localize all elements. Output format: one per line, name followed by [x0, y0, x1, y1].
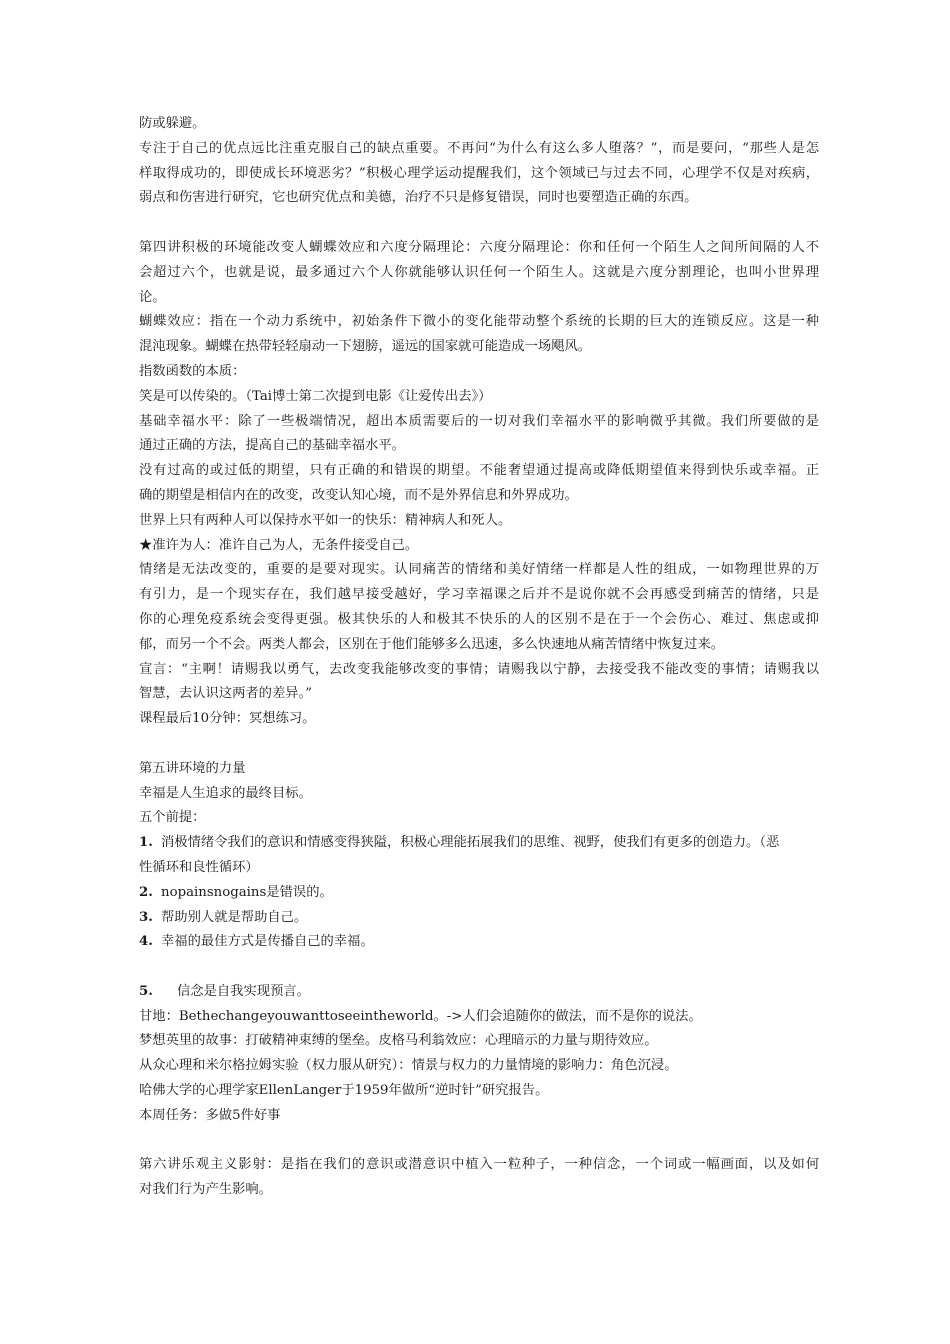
paragraph-line: 专注于自己的优点远比注重克服自己的缺点重要。不再问“为什么有这么多人堕落？”，而是要问，“那些人是怎	[139, 140, 819, 156]
list-item	[139, 906, 819, 931]
list-item	[139, 831, 819, 856]
paragraph-line: 哈佛大学的心理学家EllenLanger于1959年做所“逆时针”研究报告。	[139, 1083, 549, 1099]
paragraph-line: 混沌现象。蝴蝶在热带轻轻扇动一下翅膀，遥远的国家就可能造成一场飓风。	[139, 339, 592, 355]
section-heading-line: 第五讲环境的力量	[139, 760, 246, 776]
paragraph-line: 从众心理和米尔格拉姆实验（权力服从研究）：情景与权力的力量情境的影响力：角色沉浸。	[139, 1058, 678, 1074]
paragraph-line: 智慧，去认识这两者的差异。”	[139, 686, 313, 702]
blank-line	[139, 211, 819, 236]
paragraph-line: 样取得成功的，即使成长环境恶劣？”积极心理学运动提醒我们，这个领域已与过去不同，心理学不仅是对疾病，	[139, 165, 819, 181]
paragraph-line: 五个前提：	[139, 810, 206, 826]
list-item-text: 幸福的最佳方式是传播自己的幸福。	[161, 934, 374, 950]
paragraph-line: 没有过高的或过低的期望，只有正确的和错误的期望。不能奢望通过提高或降低期望值来得到快乐或幸福。正	[139, 463, 819, 479]
paragraph-line: 对我们行为产生影响。	[139, 1182, 272, 1198]
blank-line	[139, 1129, 819, 1154]
paragraph-line: 郁，而另一个不会。两类人都会，区别在于他们能够多么迅速，多么快速地从痛苦情绪中恢复过来。	[139, 636, 725, 652]
paragraph-line: 笑是可以传染的。（Tai博士第二次提到电影《让爱传出去》）	[139, 388, 492, 404]
paragraph-line: 蝴蝶效应：指在一个动力系统中，初始条件下微小的变化能带动整个系统的长期的巨大的连锁反应。这是一种	[139, 314, 819, 330]
paragraph-line: 性循环和良性循环）	[139, 859, 259, 875]
list-item-text: nopainsnogains是错误的。	[161, 884, 333, 900]
blank-line	[139, 732, 819, 757]
list-number: 3.	[139, 909, 153, 925]
list-item	[139, 980, 819, 1005]
paragraph-line: 梦想英里的故事：打破精神束缚的堡垒。皮格马利翁效应：心理暗示的力量与期待效应。	[139, 1033, 658, 1049]
paragraph-line: 指数函数的本质：	[139, 363, 246, 379]
paragraph-line: 甘地：Bethechangeyouwanttoseeintheworld。->人们会追随你的做法，而不是你的说法。	[139, 1008, 702, 1024]
list-item-text: 消极情绪令我们的意识和情感变得狭隘，积极心理能拓展我们的思维、视野，使我们有更多的创造力。（恶	[161, 835, 780, 851]
paragraph-line: 情绪是无法改变的，重要的是要对现实。认同痛苦的情绪和美好情绪一样都是人性的组成，一如物理世界的万	[139, 562, 819, 578]
paragraph-line: 幸福是人生追求的最终目标。	[139, 785, 312, 801]
paragraph-line: 你的心理免疫系统会变得更强。极其快乐的人和极其不快乐的人的区别不是在于一个会伤心、难过、焦虑或抑	[139, 611, 819, 627]
paragraph-line: 会超过六个，也就是说，最多通过六个人你就能够认识任何一个陌生人。这就是六度分割理论，也叫小世界理	[139, 264, 819, 280]
blank-line	[139, 955, 819, 980]
list-item	[139, 881, 819, 906]
document-page	[139, 112, 819, 1203]
paragraph-line: 通过正确的方法，提高自己的基础幸福水平。	[139, 438, 405, 454]
paragraph-line: 论。	[139, 289, 166, 305]
paragraph-line: 弱点和伤害进行研究，它也研究优点和美德，治疗不只是修复错误，同时也要塑造正确的东西。	[139, 190, 698, 206]
paragraph-line: 本周任务：多做5件好事	[139, 1107, 281, 1123]
list-item-text: 信念是自我实现预言。	[177, 983, 310, 999]
paragraph-line: 有引力，是一个现实存在，我们越早接受越好，学习幸福课之后并不是说你就不会再感受到痛苦的情绪，只是	[139, 587, 819, 603]
list-number: 5.	[139, 983, 153, 999]
list-item	[139, 930, 819, 955]
section-heading-line: 第六讲乐观主义影射：是指在我们的意识或潜意识中植入一粒种子，一种信念，一个词或一幅画面，以及如何	[139, 1157, 819, 1173]
paragraph-line: 基础幸福水平：除了一些极端情况，超出本质需要后的一切对我们幸福水平的影响微乎其微。我们所要做的是	[139, 413, 819, 429]
list-number: 4.	[139, 934, 153, 950]
list-number: 2.	[139, 884, 153, 900]
paragraph-line: 宣言：“主啊！请赐我以勇气，去改变我能够改变的事情；请赐我以宁静，去接受我不能改变的事情；请赐我以	[139, 661, 819, 677]
paragraph-line: 确的期望是相信内在的改变，改变认知心境，而不是外界信息和外界成功。	[139, 487, 578, 503]
paragraph-line: 世界上只有两种人可以保持水平如一的快乐：精神病人和死人。	[139, 512, 512, 528]
list-item-text: 帮助别人就是帮助自己。	[161, 909, 308, 925]
section-heading-line: 第四讲积极的环境能改变人蝴蝶效应和六度分隔理论：六度分隔理论：你和任何一个陌生人之间所间隔的人不	[139, 239, 819, 255]
paragraph-line: ★准许为人：准许自己为人，无条件接受自己。	[139, 537, 419, 553]
paragraph-line: 防或躲避。	[139, 116, 206, 131]
paragraph-line: 课程最后10分钟：冥想练习。	[139, 711, 316, 727]
list-number: 1.	[139, 835, 153, 851]
